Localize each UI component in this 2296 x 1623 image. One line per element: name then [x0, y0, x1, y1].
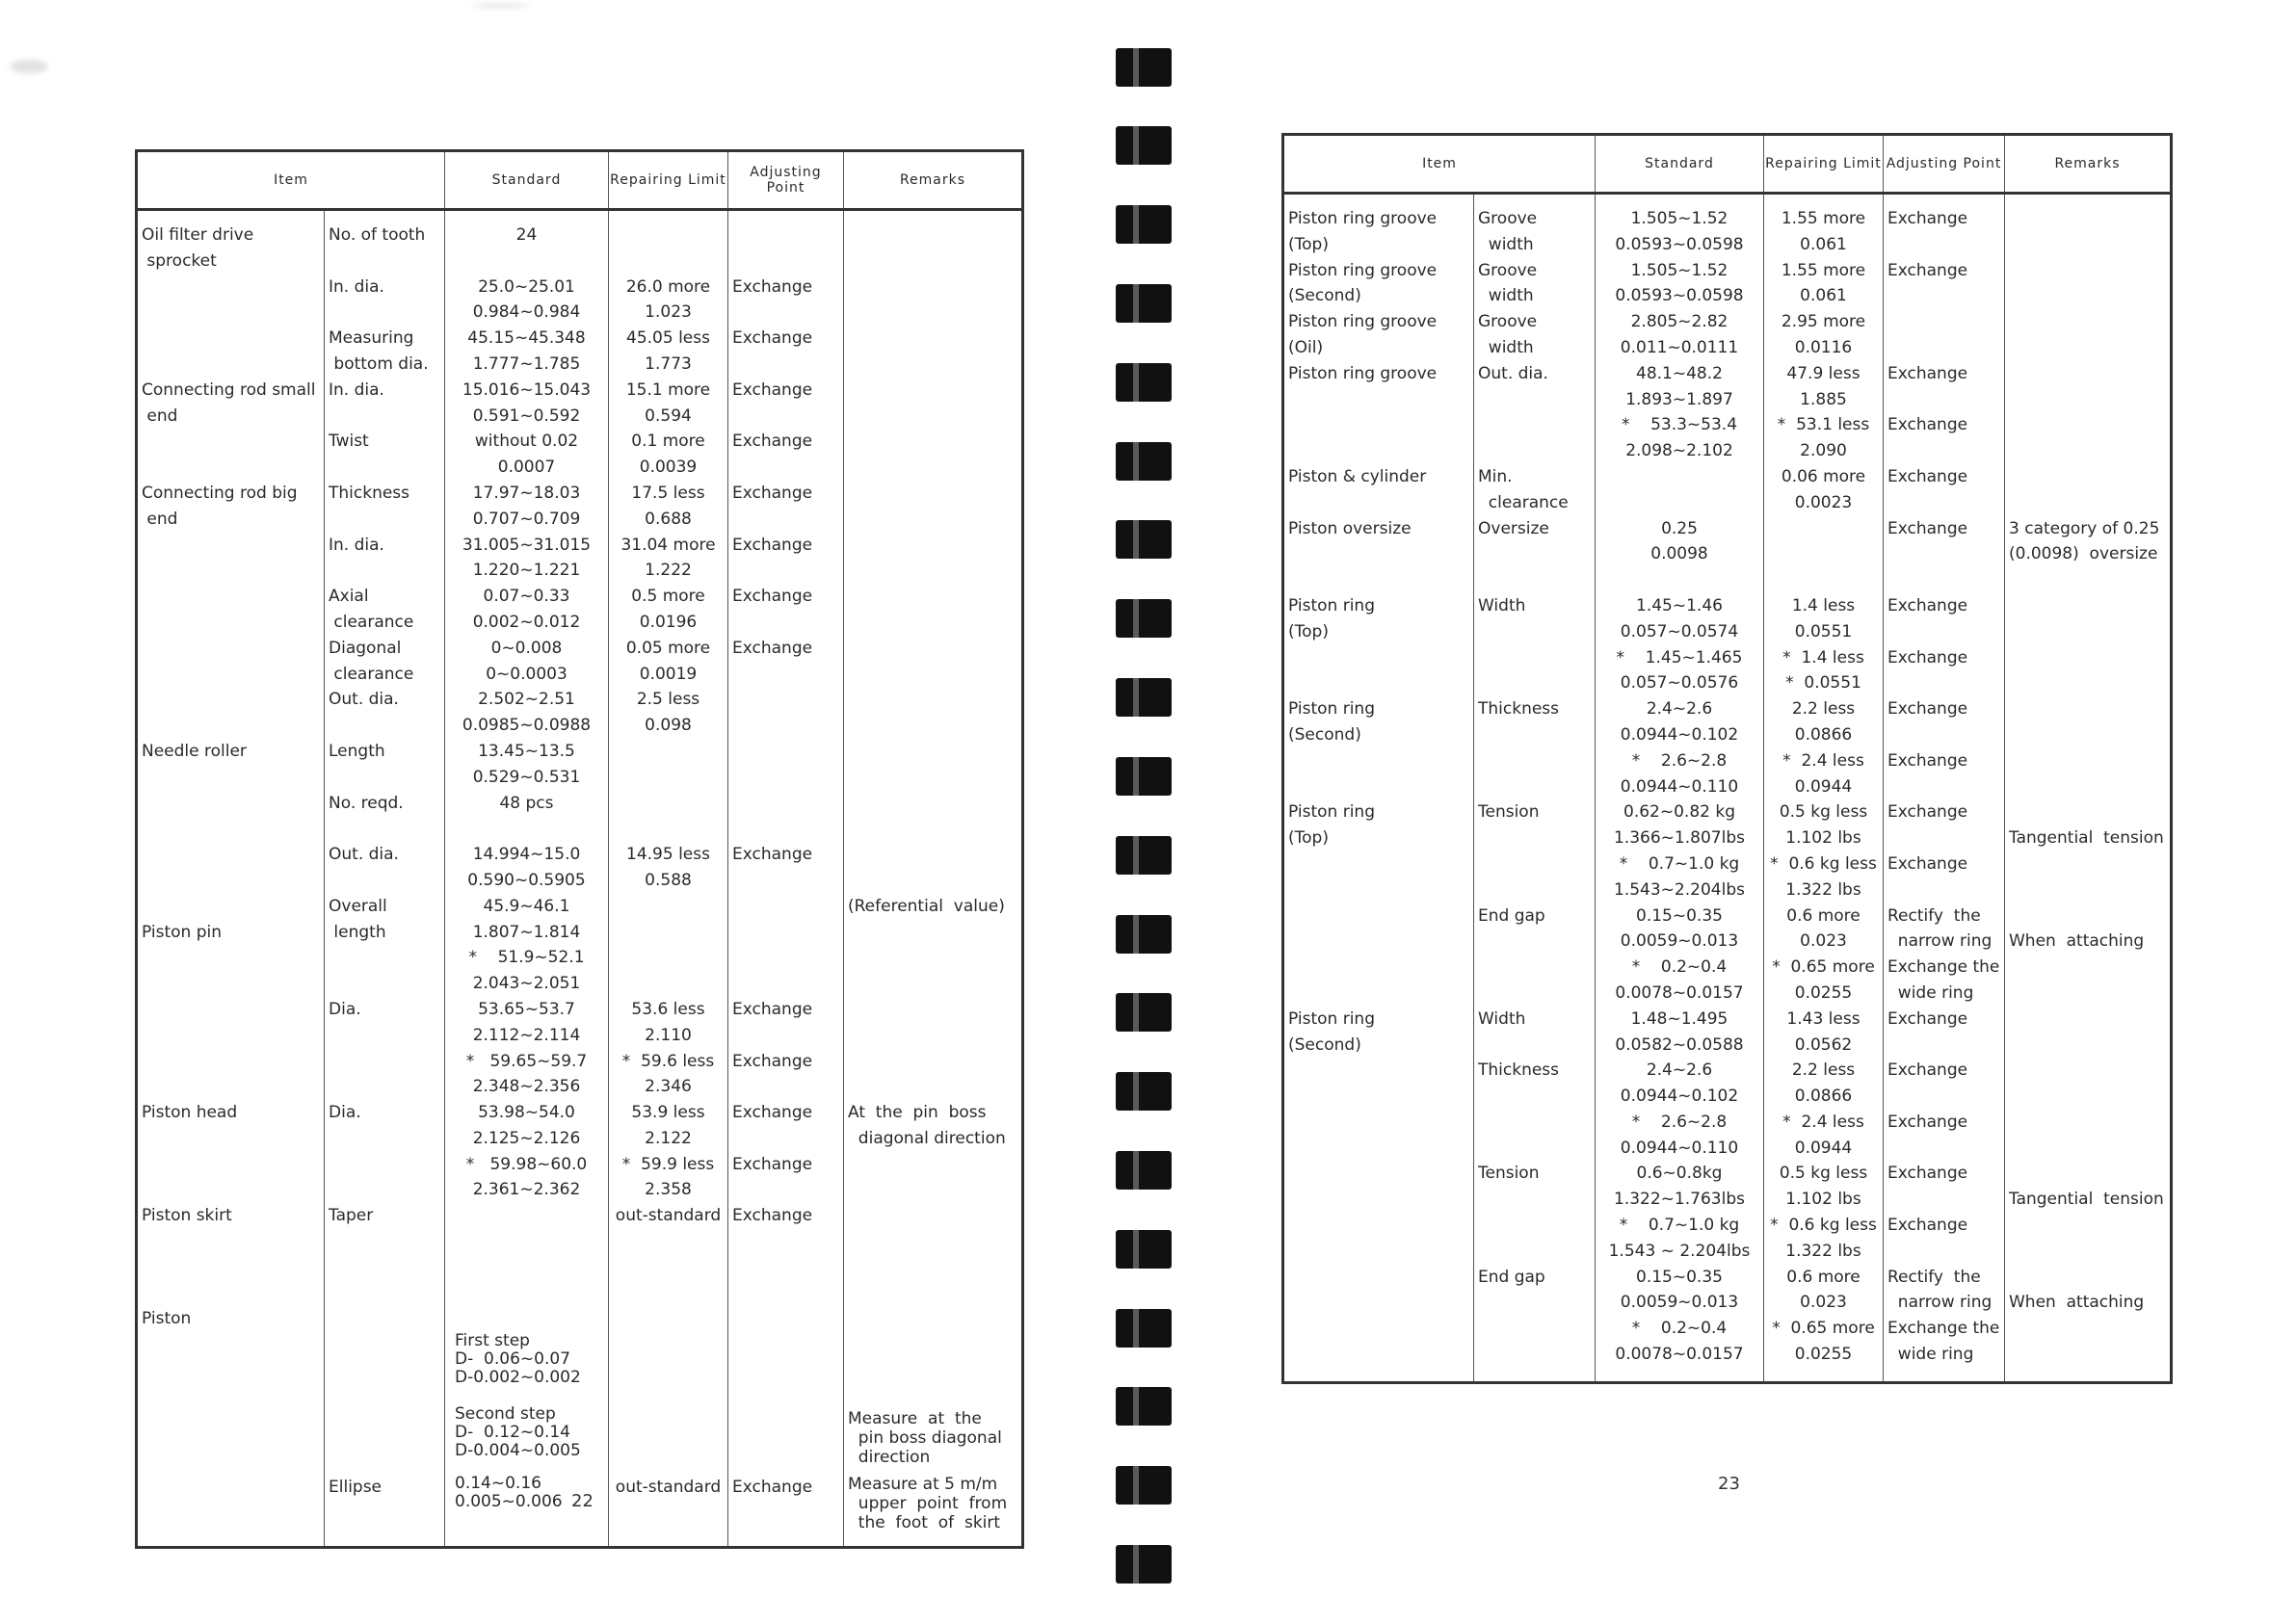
sub-item-cell: Ellipse	[325, 1467, 445, 1548]
left-page-number: 22	[571, 1491, 594, 1511]
remarks-cell: Measure at 5 m/m upper point from the foot of skirt	[848, 1475, 1008, 1533]
standard-cell: 0.14~0.16 0.005~0.006	[445, 1467, 609, 1548]
scan-smudge	[10, 60, 48, 73]
scan-smudge	[472, 4, 530, 8]
right-page-number: 23	[1718, 1474, 1740, 1494]
table-row	[1283, 194, 2172, 1383]
left-header-standard: Standard	[445, 151, 609, 210]
left-table-header	[137, 151, 1023, 210]
left-spec-table	[135, 149, 1024, 1549]
item-cell	[137, 1332, 325, 1467]
remarks-cell: (Referential value) At the pin boss diagonal direction	[848, 896, 1006, 1148]
right-header-standard: Standard	[1596, 135, 1764, 194]
right-page	[1281, 133, 2173, 1384]
right-table-header	[1283, 135, 2172, 194]
item-cell: Piston ring groove (Top) Piston ring groove (Second) Piston ring groove (Oil) Piston ring groove Piston & cylinder Piston oversize Piston ring (Top) Piston ring (Second) Piston ring (Top) Piston ring (Second)	[1283, 194, 1474, 1383]
spiral-binding	[1116, 0, 1172, 1623]
standard-cell: First step D- 0.06~0.07 D-0.002~0.002 Second step D- 0.12~0.14 D-0.004~0.005	[445, 1332, 609, 1467]
sub-item-cell: Groove width Groove width Groove width Out. dia. Min. clearance Oversize Width Thickness Tension End gap Width Thickness Tension End gap	[1474, 194, 1596, 1383]
right-spec-table	[1281, 133, 2173, 1384]
repairing-limit-cell: 1.55 more 0.061 1.55 more 0.061 2.95 more 0.0116 47.9 less 1.885 * 53.1 less 2.090 0.06 more 0.0023 1.4 less 0.0551 * 1.4 less * 0.0551 2.2 less 0.0866 * 2.4 less 0.0944 0.5 kg less 1.102 lbs * 0.6 kg less 1.322 lbs 0.6 more 0.023 * 0.65 more 0.0255 1.43 less 0.0562 2.2 less 0.0866 * 2.4 less 0.0944 0.5 kg less 1.102 lbs * 0.6 kg less 1.322 lbs 0.6 more 0.023 * 0.65 more 0.0255	[1764, 194, 1884, 1383]
table-row	[137, 1332, 1023, 1467]
standard-cell: 24 25.0~25.01 0.984~0.984 45.15~45.348 1.777~1.785 15.016~15.043 0.591~0.592 without 0.02 0.0007 17.97~18.03 0.707~0.709 31.005~31.015 1.220~1.221 0.07~0.33 0.002~0.012 0~0.008 0~0.0003 2.502~2.51 0.0985~0.0988 13.45~13.5 0.529~0.531 48 pcs 14.994~15.0 0.590~0.5905 45.9~46.1 1.807~1.814 * 51.9~52.1 2.043~2.051 53.65~53.7 2.112~2.114 * 59.65~59.7 2.348~2.356 53.98~54.0 2.125~2.126 * 59.98~60.0 2.361~2.362	[445, 210, 609, 1333]
adjusting-point-cell	[728, 1332, 844, 1467]
remarks-cell: Measure at the pin boss diagonal direction	[848, 1409, 1002, 1468]
left-page	[135, 149, 1024, 1549]
item-cell: Oil filter drive sprocket Connecting rod small end Connecting rod big end Needle roller Piston pin Piston head Piston skirt Piston	[137, 210, 325, 1333]
adjusting-point-cell: Exchange Exchange Exchange Exchange Exchange Exchange Exchange Exchange Exchange Exchange Exchange Exchange Exchange Exchange	[728, 210, 844, 1333]
left-header-item: Item	[137, 151, 445, 210]
repairing-limit-cell	[609, 1332, 728, 1467]
right-header-adjusting-point: Adjusting Point	[1884, 135, 2005, 194]
remarks-cell: 3 category of 0.25 (0.0098) oversize Tangential tension When attaching Tangential tension When attaching	[2009, 518, 2164, 1313]
item-cell	[137, 1467, 325, 1548]
right-header-repairing-limit: Repairing Limit	[1764, 135, 1884, 194]
table-row	[137, 210, 1023, 1333]
left-header-remarks: Remarks	[844, 151, 1023, 210]
adjusting-point-cell: Exchange Exchange Exchange Exchange Exchange Exchange Exchange Exchange Exchange Exchange Exchange Exchange Rectify the narrow ring Exchange the wide ring Exchange Exchange Exchange Exchange Exchange Rectify the narrow ring Exchange the wide ring	[1884, 194, 2005, 1383]
repairing-limit-cell: out-standard	[609, 1467, 728, 1548]
sub-item-cell	[325, 1332, 445, 1467]
repairing-limit-cell: 26.0 more 1.023 45.05 less 1.773 15.1 more 0.594 0.1 more 0.0039 17.5 less 0.688 31.04 more 1.222 0.5 more 0.0196 0.05 more 0.0019 2.5 less 0.098 14.95 less 0.588 53.6 less 2.110 * 59.6 less 2.346 53.9 less 2.122 * 59.9 less 2.358 out-standard	[609, 210, 728, 1333]
right-header-remarks: Remarks	[2005, 135, 2172, 194]
right-header-item: Item	[1283, 135, 1596, 194]
standard-cell: 1.505~1.52 0.0593~0.0598 1.505~1.52 0.0593~0.0598 2.805~2.82 0.011~0.0111 48.1~48.2 1.893~1.897 * 53.3~53.4 2.098~2.102 0.25 0.0098 1.45~1.46 0.057~0.0574 * 1.45~1.465 0.057~0.0576 2.4~2.6 0.0944~0.102 * 2.6~2.8 0.0944~0.110 0.62~0.82 kg 1.366~1.807lbs * 0.7~1.0 kg 1.543~2.204lbs 0.15~0.35 0.0059~0.013 * 0.2~0.4 0.0078~0.0157 1.48~1.495 0.0582~0.0588 2.4~2.6 0.0944~0.102 * 2.6~2.8 0.0944~0.110 0.6~0.8kg 1.322~1.763lbs * 0.7~1.0 kg 1.543 ~ 2.204lbs 0.15~0.35 0.0059~0.013 * 0.2~0.4 0.0078~0.0157	[1596, 194, 1764, 1383]
sub-item-cell: No. of tooth In. dia. Measuring bottom dia. In. dia. Twist Thickness In. dia. Axial clearance Diagonal clearance Out. dia. Length No. reqd. Out. dia. Overall length Dia. Dia. Taper	[325, 210, 445, 1333]
left-header-repairing-limit: Repairing Limit	[609, 151, 728, 210]
adjusting-point-cell: Exchange	[728, 1467, 844, 1548]
left-header-adjusting-point: Adjusting Point	[728, 151, 844, 210]
